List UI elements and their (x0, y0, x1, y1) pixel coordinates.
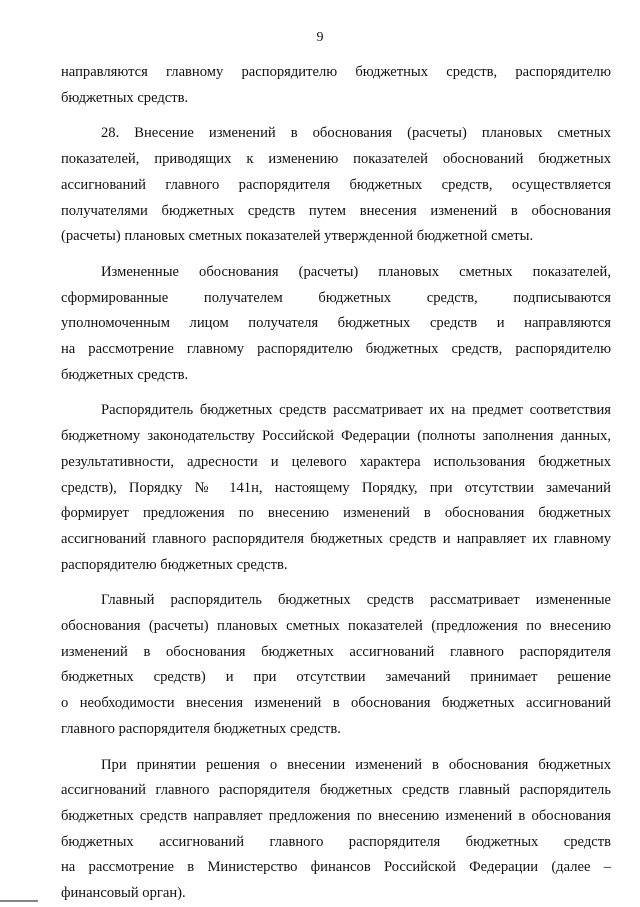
text-line: получателями бюджетных средств путем внесения изменений в обоснования (61, 202, 611, 219)
text-line: Главный распорядитель бюджетных средств рассматривает измененные (101, 592, 611, 609)
text-line: обоснования (расчеты) плановых сметных показателей (предложения по внесению (61, 618, 611, 635)
text-line: Распорядитель бюджетных средств рассматривает их на предмет соответствия (101, 402, 611, 419)
text-line: ассигнований главного распорядителя бюджетных средств, осуществляется (61, 176, 611, 193)
text-line: формирует предложения по внесению изменений в обоснования бюджетных (61, 505, 611, 522)
text-line: бюджетных ассигнований главного распорядителя бюджетных средств (61, 833, 611, 850)
paragraph (61, 398, 611, 578)
text-line: ассигнований главного распорядителя бюджетных средств и направляет их главному (61, 530, 611, 547)
text-line: показателей, приводящих к изменению показателей обоснований бюджетных (61, 151, 611, 168)
text-line: финансовый орган). (61, 885, 186, 902)
text-line: При принятии решения о внесении изменений в обоснования бюджетных (101, 756, 611, 773)
paragraph (61, 753, 611, 907)
text-line: бюджетных средств направляет предложения по внесению изменений в обоснования (61, 807, 611, 824)
text-line: распорядителю бюджетных средств. (61, 556, 288, 573)
paragraph (61, 121, 611, 250)
text-line: бюджетных средств) и при отсутствии замечаний принимает решение (61, 669, 611, 686)
text-line: (расчеты) плановых сметных показателей утвержденной бюджетной сметы. (61, 228, 534, 245)
text-line: бюджетному законодательству Российской Федерации (полноты заполнения данных, (61, 428, 611, 445)
text-line: средств), Порядку № 141н, настоящему Порядку, при отсутствии замечаний (61, 479, 611, 496)
paragraph (61, 588, 611, 742)
text-line: на рассмотрение главному распорядителю бюджетных средств, распорядителю (61, 341, 611, 358)
text-line: бюджетных средств. (61, 366, 189, 383)
page-number: 9 (316, 30, 324, 45)
text-line: Измененные обоснования (расчеты) плановых сметных показателей, (101, 263, 611, 280)
text-line: сформированные получателем бюджетных средств, подписываются (61, 289, 611, 306)
text-line: уполномоченным лицом получателя бюджетных средств и направляются (61, 315, 611, 332)
text-line: результативности, адресности и целевого характера использования бюджетных (61, 453, 611, 470)
text-line: на рассмотрение в Министерство финансов Российской Федерации (далее – (61, 859, 611, 876)
text-line: о необходимости внесения изменений в обоснования бюджетных ассигнований (61, 695, 611, 712)
text-line: изменений в обоснования бюджетных ассигнований главного распорядителя (61, 643, 611, 660)
paragraph (61, 60, 611, 111)
paragraph (61, 260, 611, 389)
text-line: бюджетных средств. (61, 89, 189, 106)
text-line: главного распорядителя бюджетных средств. (61, 720, 341, 737)
text-line: 28. Внесение изменений в обоснования (расчеты) плановых сметных (101, 125, 611, 142)
text-line: ассигнований главного распорядителя бюджетных средств главный распорядитель (61, 782, 611, 799)
document-body (61, 60, 611, 907)
text-line: направляются главному распорядителю бюджетных средств, распорядителю (61, 64, 611, 80)
